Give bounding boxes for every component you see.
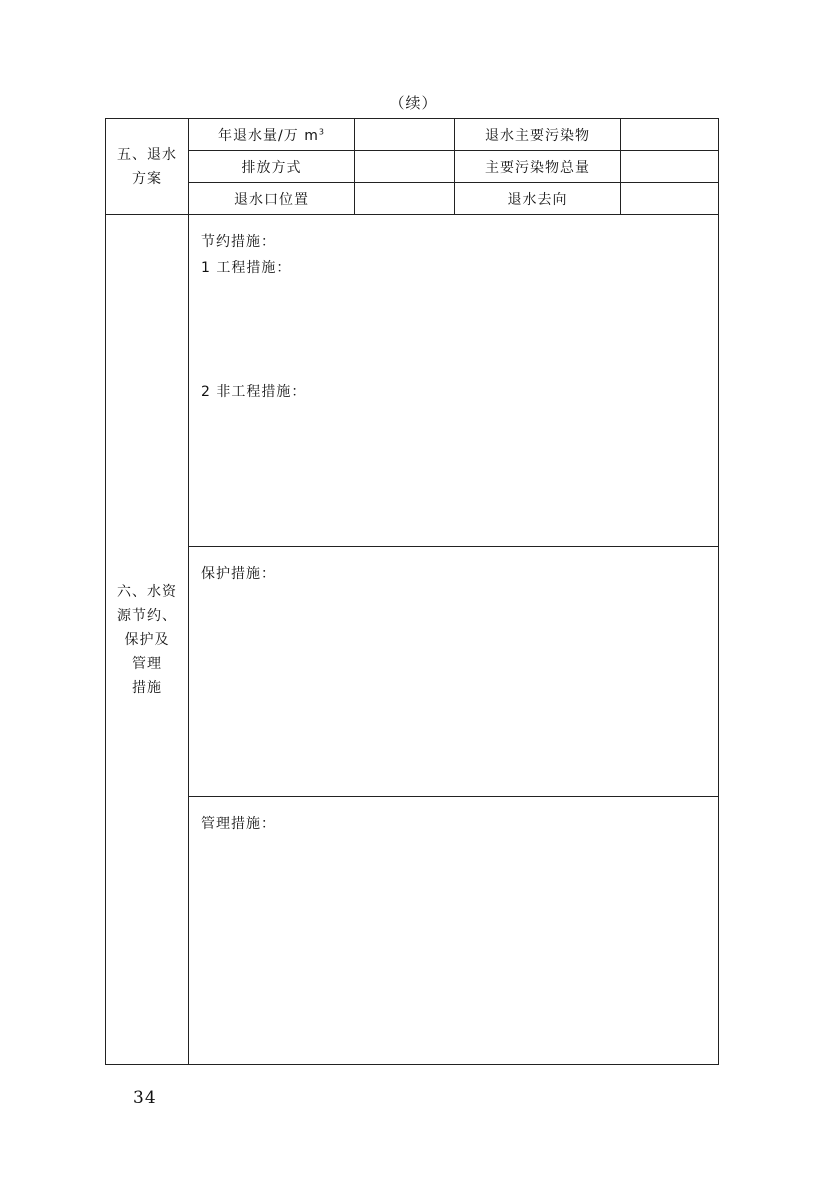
conservation-measures-cell[interactable] bbox=[189, 215, 719, 547]
section6-label-line: 六、水资 bbox=[117, 583, 177, 600]
section6-label-line: 措施 bbox=[132, 679, 162, 696]
conservation-title: 节约措施： bbox=[201, 234, 276, 250]
outlet-location-label: 退水口位置 bbox=[189, 183, 355, 215]
section6-label-line: 保护及 bbox=[124, 631, 170, 648]
section6-label bbox=[106, 215, 189, 1065]
main-pollutants-value[interactable] bbox=[621, 119, 719, 151]
water-plan-form-table bbox=[105, 118, 719, 1065]
annual-discharge-label: 年退水量/万 $m^3$ bbox=[189, 119, 355, 151]
table-row bbox=[106, 547, 719, 797]
non-engineering-measures-label: 2 非工程措施： bbox=[201, 384, 307, 400]
section5-label-line: 方案 bbox=[132, 170, 162, 187]
table-row bbox=[106, 119, 719, 151]
annual-discharge-value[interactable] bbox=[355, 119, 455, 151]
pollutant-total-value[interactable] bbox=[621, 151, 719, 183]
superscript-3: 3 bbox=[318, 126, 325, 136]
table-row bbox=[106, 215, 719, 547]
outlet-location-value[interactable] bbox=[355, 183, 455, 215]
protection-measures-cell[interactable] bbox=[189, 547, 719, 797]
protection-title: 保护措施： bbox=[201, 566, 276, 582]
section5-label-line: 五、退水 bbox=[117, 146, 177, 163]
discharge-method-label: 排放方式 bbox=[189, 151, 355, 183]
page-number: 34 bbox=[133, 1088, 157, 1108]
section6-label-line: 管理 bbox=[132, 655, 162, 672]
pollutant-total-label: 主要污染物总量 bbox=[455, 151, 621, 183]
table-row bbox=[106, 151, 719, 183]
section5-label bbox=[106, 119, 189, 215]
discharge-method-value[interactable] bbox=[355, 151, 455, 183]
discharge-destination-value[interactable] bbox=[621, 183, 719, 215]
main-pollutants-label: 退水主要污染物 bbox=[455, 119, 621, 151]
table-row bbox=[106, 797, 719, 1065]
management-title: 管理措施： bbox=[201, 816, 276, 832]
table-caption: （续） bbox=[389, 94, 438, 112]
table-row bbox=[106, 183, 719, 215]
management-measures-cell[interactable] bbox=[189, 797, 719, 1065]
engineering-measures-label: 1 工程措施： bbox=[201, 260, 292, 276]
discharge-destination-label: 退水去向 bbox=[455, 183, 621, 215]
section6-label-line: 源节约、 bbox=[117, 607, 177, 624]
